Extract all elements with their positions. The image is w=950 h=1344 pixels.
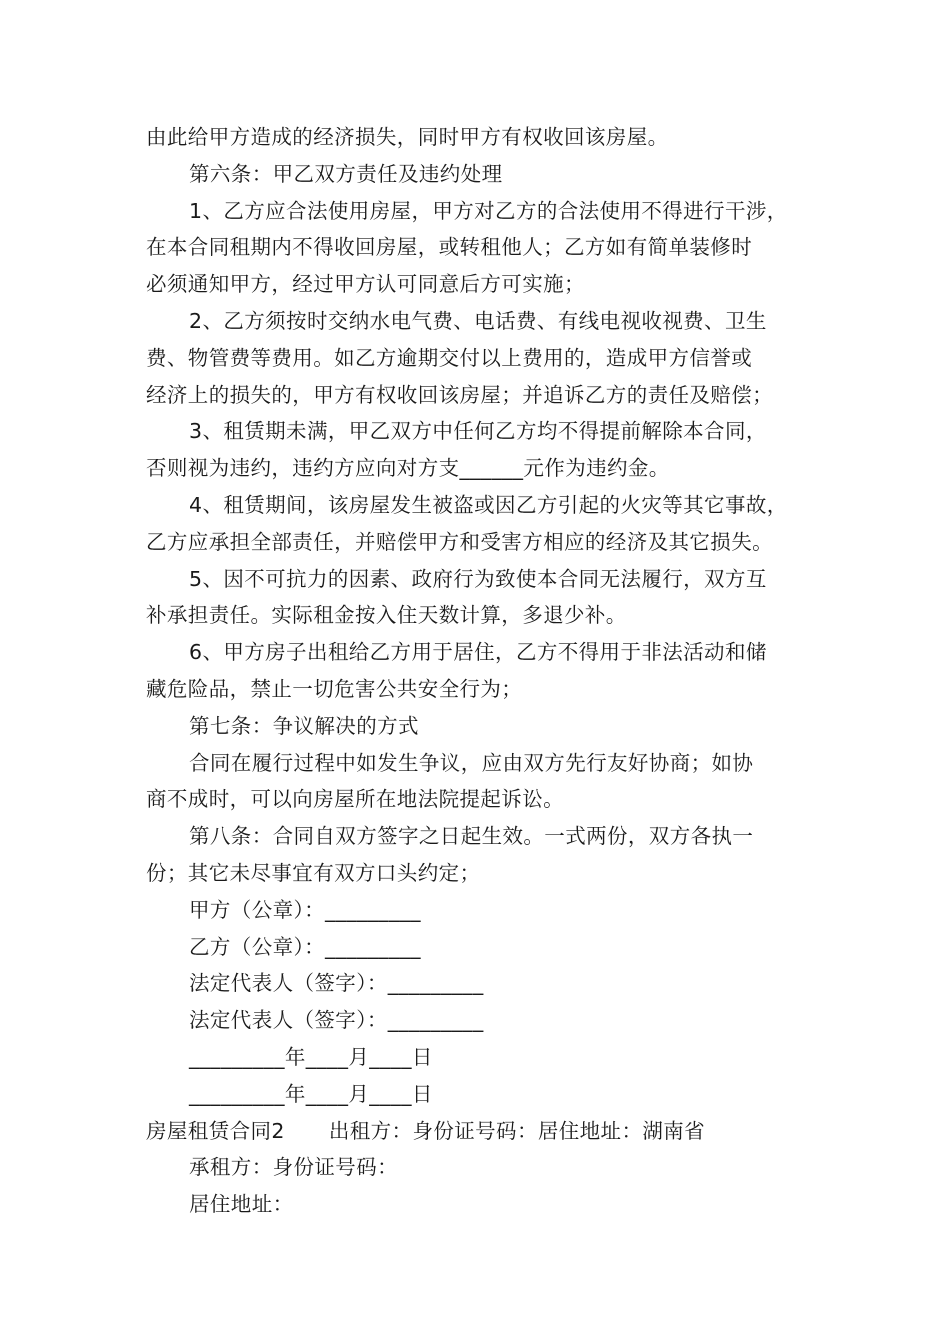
text-line: 补承担责任。实际租金按入住天数计算，多退少补。 [146,603,627,628]
text-line: 乙方应承担全部责任，并赔偿甲方和受害方相应的经济及其它损失。 [146,529,773,554]
lessor-info: 出租方：身份证号码：居住地址：湖南省 [328,1118,706,1143]
text-line: 2、乙方须按时交纳水电气费、电话费、有线电视收视费、卫生 [189,308,767,333]
section-heading-6: 第六条：甲乙双方责任及违约处理 [189,161,503,186]
signature-line-party-a: 甲方（公章）：_________ [189,897,421,922]
text-line: 费、物管费等费用。如乙方逾期交付以上费用的，造成甲方信誉或 [146,345,753,370]
text-line: 商不成时，可以向房屋所在地法院提起诉讼。 [146,787,564,812]
text-line: 1、乙方应合法使用房屋，甲方对乙方的合法使用不得进行干涉， [189,198,788,223]
text-line: 份；其它未尽事宜有双方口头约定； [146,860,481,885]
lessee-info: 承租方：身份证号码： [189,1155,398,1180]
text-line: 4、租赁期间，该房屋发生被盗或因乙方引起的火灾等其它事故， [189,492,788,517]
date-line: _________年____月____日 [189,1081,433,1106]
text-line: 合同在履行过程中如发生争议，应由双方先行友好协商；如协 [189,750,754,775]
section-heading-8: 第八条：合同自双方签字之日起生效。一式两份，双方各执一 [189,824,754,849]
section-heading-7: 第七条：争议解决的方式 [189,713,419,738]
text-line: 藏危险品，禁止一切危害公共安全行为； [146,676,523,701]
signature-line-representative: 法定代表人（签字）：_________ [189,971,484,996]
text-line: 经济上的损失的，甲方有权收回该房屋；并追诉乙方的责任及赔偿； [146,382,773,407]
date-line: _________年____月____日 [189,1044,433,1069]
text-line: 必须通知甲方，经过甲方认可同意后方可实施； [146,272,585,297]
contract-2-heading [146,1113,816,1150]
signature-line-party-b: 乙方（公章）：_________ [189,934,421,959]
signature-line-representative: 法定代表人（签字）：_________ [189,1008,484,1033]
text-line: 否则视为违约，违约方应向对方支______元作为违约金。 [146,456,670,481]
text-line: 由此给甲方造成的经济损失，同时甲方有权收回该房屋。 [146,125,669,149]
text-line: 3、租赁期未满，甲乙双方中任何乙方均不得提前解除本合同， [189,419,767,444]
lessee-address: 居住地址： [189,1192,294,1217]
text-line: 5、因不可抗力的因素、政府行为致使本合同无法履行，双方互 [189,566,767,591]
text-line: 6、甲方房子出租给乙方用于居住，乙方不得用于非法活动和储 [189,640,767,665]
contract-2-title: 房屋租赁合同2 [146,1118,285,1143]
document-body [146,119,816,1223]
text-line: 在本合同租期内不得收回房屋，或转租他人；乙方如有简单装修时 [146,235,753,260]
